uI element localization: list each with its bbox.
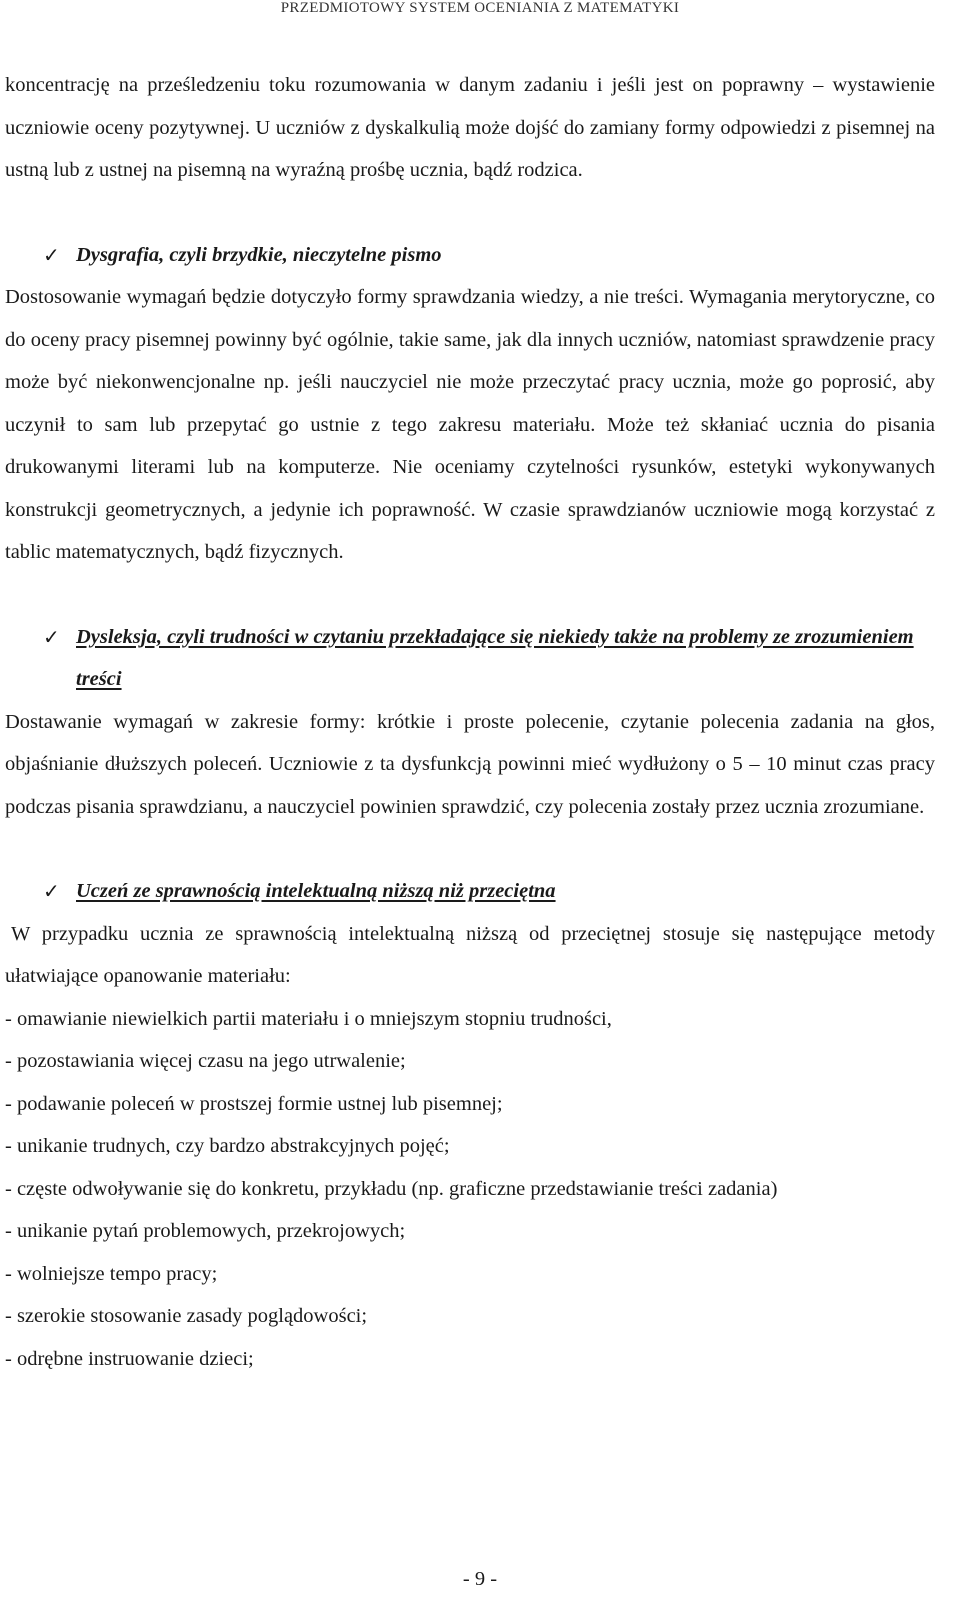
section-heading-dysleksja [5, 616, 935, 701]
list-item: - wolniejsze tempo pracy; [5, 1262, 218, 1285]
spacer [5, 828, 935, 870]
list-item: - podawanie poleceń w prostszej formie ustnej lub pisemnej; [5, 1092, 503, 1115]
spacer [5, 574, 935, 616]
list-item: - odrębne instruowanie dzieci; [5, 1347, 254, 1370]
intelekt-paragraph: W przypadku ucznia ze sprawnością intelektualną niższą od przeciętnej stosuje się następujące metody ułatwiające opanowanie materiału: [5, 922, 935, 987]
list-item: - unikanie trudnych, czy bardzo abstrakcyjnych pojęć; [5, 1135, 450, 1157]
dysgrafia-paragraph: Dostosowanie wymagań będzie dotyczyło formy sprawdzania wiedzy, a nie treści. Wymagania merytoryczne, co do oceny pracy pisemnej powinny być ogólnie, takie same, jak dla innych uczniów, natomiast sprawdzenie pracy może być niekonwencjonalne np. jeśli nauczyciel nie może przeczytać pracy ucznia, może go poprosić, aby uczynił to sam lub przepytać go ustnie z tego zakresu materiału. Może też skłaniać ucznia do pisania drukowanymi literami lub na komputerze. Nie oceniamy czytelności rysunków, estetyki wykonywanych konstrukcji geometrycznych, a jedynie ich poprawność. W czasie sprawdzianów uczniowie mogą korzystać z tablic matematycznych, bądź fizycznych. [5, 286, 935, 563]
spacer [5, 192, 935, 234]
page-header: PRZEDMIOTOWY SYSTEM OCENIANIA Z MATEMATYKI [280, 0, 680, 16]
list-item: - pozostawiania więcej czasu na jego utrwalenie; [5, 1050, 406, 1072]
section-heading-dysgrafia [5, 234, 935, 277]
list-item: - unikanie pytań problemowych, przekrojowych; [5, 1220, 406, 1242]
heading-text: Dysleksja, czyli trudności w czytaniu przekładające się niekiedy także na problemy ze zrozumieniem treści [76, 625, 914, 690]
list-item: - szerokie stosowanie zasady poglądowości; [5, 1305, 368, 1327]
method-list [5, 998, 935, 1381]
check-icon: ✓ [43, 242, 60, 267]
section-heading-intelekt [5, 870, 935, 913]
check-icon: ✓ [43, 624, 60, 649]
heading-text: Uczeń ze sprawnością intelektualną niższą niż przeciętna [76, 880, 556, 902]
intro-paragraph: koncentrację na prześledzeniu toku rozumowania w danym zadaniu i jeśli jest on poprawny – wystawienie uczniowie oceny pozytywnej. U uczniów z dyskalkulią może dojść do zamiany formy odpowiedzi z pisemnej na ustną lub z ustnej na pisemną na wyraźną prośbę ucznia, bądź rodzica. [5, 74, 935, 181]
list-item: - omawianie niewielkich partii materiału i o mniejszym stopniu trudności, [5, 1007, 612, 1030]
dysleksja-paragraph: Dostawanie wymagań w zakresie formy: krótkie i proste polecenie, czytanie polecenia zadania na głos, objaśnianie dłuższych poleceń. Uczniowie z ta dysfunkcją powinni mieć wydłużony o 5 – 10 minut czas pracy podczas pisania sprawdzianu, a nauczyciel powinien sprawdzić, czy polecenia zostały przez ucznia zrozumiane. [5, 710, 935, 818]
list-item: - częste odwoływanie się do konkretu, przykładu (np. graficzne przedstawianie treści zadania) [5, 1177, 778, 1200]
check-icon: ✓ [43, 879, 60, 903]
page-number: - 9 - [462, 1568, 498, 1590]
heading-text: Dysgrafia, czyli brzydkie, nieczytelne pismo [76, 243, 442, 266]
document-body [5, 64, 935, 1380]
